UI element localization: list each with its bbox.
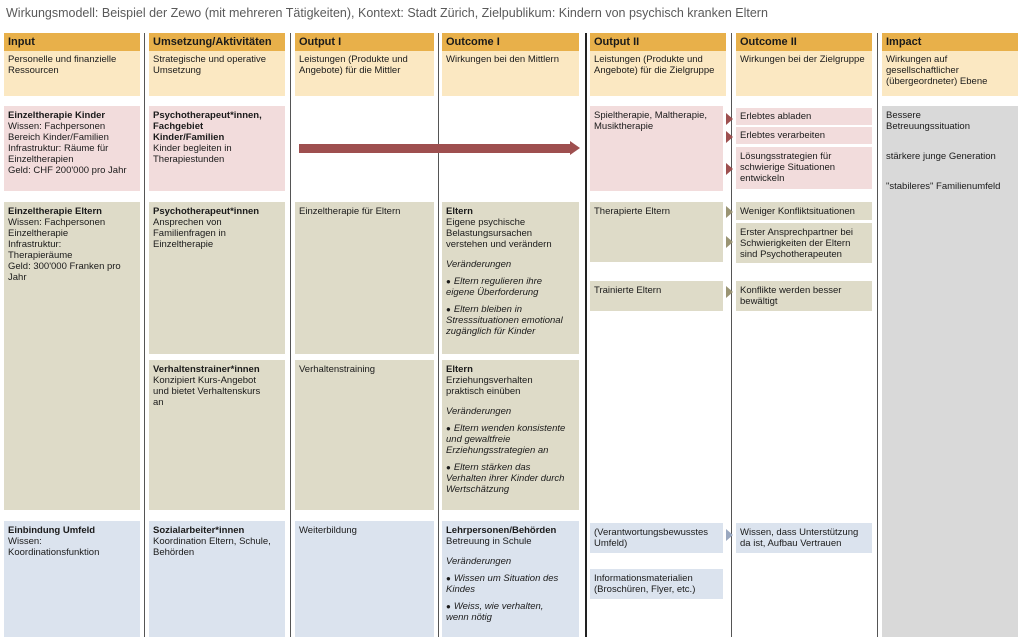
box-line: Koordinationsfunktion [8,547,100,558]
box-line: an [153,397,164,408]
column-separator-main [585,33,587,637]
box-line: Schwierigkeiten der Eltern [740,238,851,249]
changes-label: Veränderungen [446,406,512,417]
output2-trainierte-eltern: Trainierte Eltern [590,281,723,311]
change-bullet: ● Wissen um Situation des [446,573,575,584]
box-line: Therapieräume [8,250,73,261]
output1-verhaltenstraining [295,360,434,510]
header-output1: Output I [295,33,434,51]
box-line: Erster Ansprechpartner bei [740,227,854,238]
output2-verantwortungsbewusstes-umfeld [590,523,723,553]
box-line: Therapiestunden [153,154,225,165]
box-line: (Broschüren, Flyer, etc.) [594,584,696,595]
arrow-right-icon [726,529,733,541]
arrow-right-icon [726,131,733,143]
subheader-output1: Leistungen (Produkte und Angebote) für die Mittler [295,51,434,96]
change-bullet: ● Eltern stärken das [446,462,575,473]
box-line: Ansprechen von [153,217,222,228]
header-output2: Output II [590,33,726,51]
header-outcome2: Outcome II [736,33,872,51]
box-line: Betreuung in Schule [446,536,532,547]
box-line: Umfeld) [594,538,628,549]
change-bullet-cont: Kindes [446,584,476,595]
activity-psychotherapeut-kinder [149,106,285,191]
box-title: Psychotherapeut*innen [153,206,260,217]
outcome1-eltern-therapie [442,202,579,354]
box-title: Sozialarbeiter*innen [153,525,245,536]
long-arrow-head [570,141,580,155]
output2-therapierte-eltern: Therapierte Eltern [590,202,723,262]
arrow-right-icon [726,206,733,218]
box-title: Eltern [446,206,473,217]
box-line: Kinder begleiten in [153,143,232,154]
box-line: Belastungsursachen [446,228,533,239]
activity-sozialarbeiter [149,521,285,637]
change-bullet-cont: zugänglich für Kinder [446,326,536,337]
box-line: bewältigt [740,296,778,307]
column-separator [438,33,439,637]
header-impact: Impact [882,33,1018,51]
box-line: Infrastruktur: Räume für [8,143,109,154]
outcome2-konflikte-bewaeltigt [736,281,872,311]
box-title: Einzeltherapie Kinder [8,110,106,121]
subheader-output2: Leistungen (Produkte und Angebote) für die Zielgruppe [590,51,726,96]
box-line: Wissen: Fachpersonen [8,217,106,228]
box-line: Einzeltherapien [8,154,74,165]
box-line: Wissen: Fachpersonen [8,121,106,132]
box-line: Musiktherapie [594,121,654,132]
change-bullet: ● Weiss, wie verhalten, [446,601,575,612]
change-bullet: ● Eltern bleiben in [446,304,575,315]
box-line: Informationsmaterialien [594,573,693,584]
long-arrow-shaft [299,144,571,153]
output2-informationsmaterialien [590,569,723,599]
changes-label: Veränderungen [446,556,512,567]
box-line: Verhaltenstraining [299,364,376,375]
outcome2-loesungsstrategien [736,147,872,189]
box-title: Fachgebiet [153,121,204,132]
arrow-right-icon [726,113,733,125]
box-line: Lösungsstrategien für [740,151,832,162]
column-separator [290,33,291,637]
box-title: Einbindung Umfeld [8,525,96,536]
box-line: und bietet Verhaltenskurs [153,386,261,397]
header-umsetzung: Umsetzung/Aktivitäten [149,33,285,51]
box-line: Behörden [153,547,195,558]
arrow-right-icon [726,236,733,248]
box-line: Erziehungsverhalten [446,375,533,386]
outcome2-erster-ansprechpartner [736,223,872,263]
outcome2-weniger-konflikte: Weniger Konfliktsituationen [736,202,872,220]
change-bullet: ● Eltern regulieren ihre [446,276,575,287]
box-line: Spieltherapie, Maltherapie, [594,110,708,121]
box-line: Konzipiert Kurs-Angebot [153,375,256,386]
input-einbindung-umfeld [4,521,140,637]
box-line: Einzeltherapie [8,228,69,239]
subheader-outcome1: Wirkungen bei den Mittlern [442,51,579,96]
subheader-umsetzung: Strategische und operative Umsetzung [149,51,285,96]
impact-box [882,106,1018,637]
box-title: Psychotherapeut*innen, [153,110,262,121]
subheader-impact: Wirkungen auf gesellschaftlicher (übergeordneter) Ebene [882,51,1018,96]
box-line: Geld: 300'000 Franken pro [8,261,121,272]
output2-spieltherapie [590,106,723,191]
outcome2-wissen-unterstuetzung [736,523,872,553]
change-bullet-cont: wenn nötig [446,612,492,623]
impact-line: "stabileres" Familienumfeld [886,181,1001,192]
box-line: praktisch einüben [446,386,521,397]
box-title: Kinder/Familien [153,132,225,143]
input-einzeltherapie-kinder [4,106,140,191]
impact-line: Betreuungssituation [886,121,970,132]
box-line: sind Psychotherapeuten [740,249,842,260]
outcome1-lehrpersonen [442,521,579,637]
box-title: Lehrpersonen/Behörden [446,525,557,536]
subheader-input: Personelle und finanzielle Ressourcen [4,51,140,96]
changes-label: Veränderungen [446,259,512,270]
box-line: Koordination Eltern, Schule, [153,536,271,547]
change-bullet-cont: Wertschätzung [446,484,510,495]
subheader-outcome2: Wirkungen bei der Zielgruppe [736,51,872,96]
box-line: Eigene psychische [446,217,526,228]
box-title: Verhaltenstrainer*innen [153,364,260,375]
box-line: da ist, Aufbau Vertrauen [740,538,842,549]
activity-psychotherapeut-eltern [149,202,285,354]
box-line: Geld: CHF 200'000 pro Jahr [8,165,127,176]
box-line: Wissen, dass Unterstützung [740,527,859,538]
box-line: Familienfragen in [153,228,226,239]
output1-einzeltherapie-eltern [295,202,434,354]
column-separator [877,33,878,637]
box-line: Bereich Kinder/Familien [8,132,109,143]
column-separator [144,33,145,637]
box-title: Eltern [446,364,473,375]
change-bullet-cont: und gewaltfreie [446,434,511,445]
box-line: (Verantwortungsbewusstes [594,527,709,538]
arrow-right-icon [726,286,733,298]
change-bullet-cont: Verhalten ihrer Kinder durch [446,473,565,484]
change-bullet-cont: eigene Überforderung [446,287,539,298]
outcome2-erlebtes-verarbeiten: Erlebtes verarbeiten [736,127,872,144]
change-bullet-cont: Erziehungsstrategien an [446,445,549,456]
box-title: Einzeltherapie Eltern [8,206,102,217]
box-line: Wissen: [8,536,42,547]
change-bullet: ● Eltern wenden konsistente [446,423,575,434]
header-input: Input [4,33,140,51]
box-line: Infrastruktur: [8,239,62,250]
impact-line: stärkere junge Generation [886,151,996,162]
box-line: Konflikte werden besser [740,285,842,296]
header-outcome1: Outcome I [442,33,579,51]
input-einzeltherapie-eltern [4,202,140,510]
outcome1-eltern-erziehung [442,360,579,510]
change-bullet-cont: Stresssituationen emotional [446,315,563,326]
arrow-right-icon [726,163,733,175]
activity-verhaltenstrainer [149,360,285,510]
box-line: Weiterbildung [299,525,357,536]
box-line: Jahr [8,272,27,283]
box-line: Einzeltherapie für Eltern [299,206,401,217]
box-line: schwierige Situationen [740,162,836,173]
output1-weiterbildung [295,521,434,637]
box-line: entwickeln [740,173,785,184]
outcome2-erlebtes-abladen: Erlebtes abladen [736,108,872,125]
box-line: Einzeltherapie [153,239,214,250]
box-line: verstehen und verändern [446,239,552,250]
impact-line: Bessere [886,110,921,121]
diagram-title: Wirkungsmodell: Beispiel der Zewo (mit mehreren Tätigkeiten), Kontext: Stadt Zürich, Zielpublikum: Kindern von psychisch kranken Eltern [6,6,768,20]
